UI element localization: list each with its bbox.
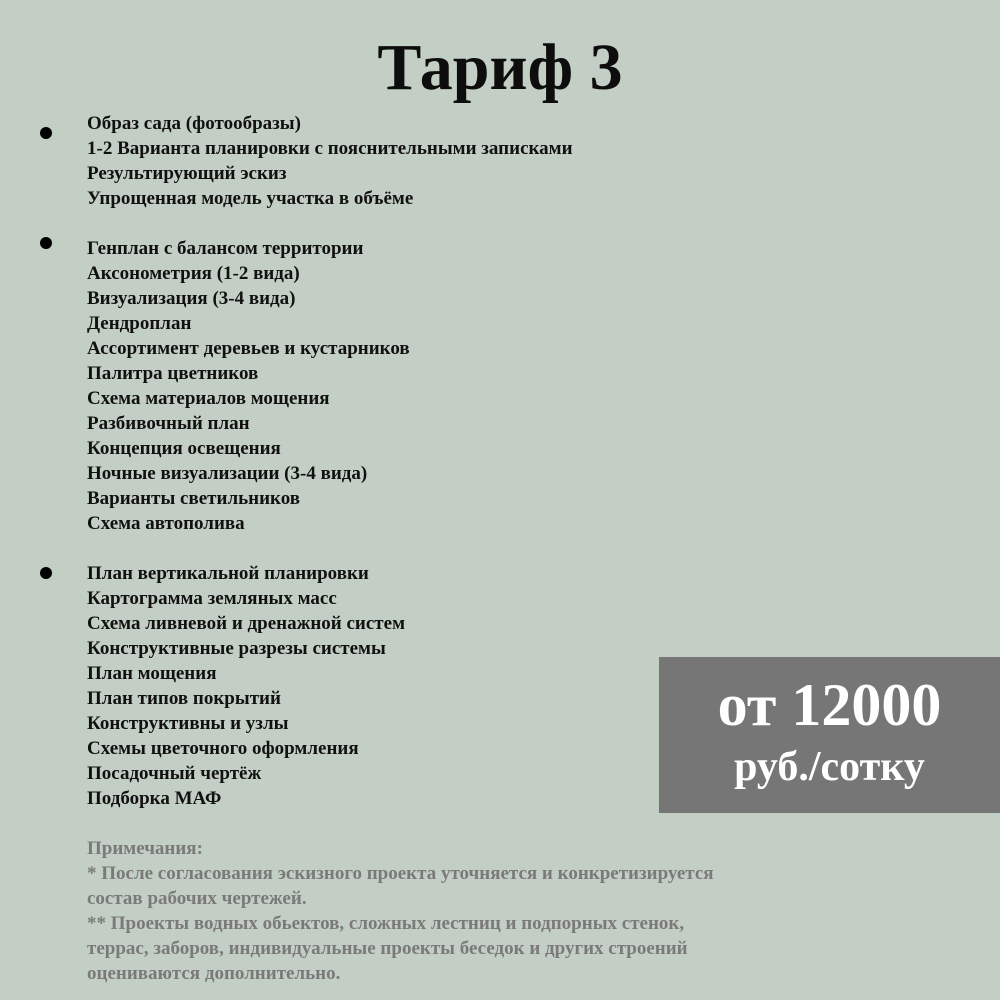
- notes-line: ** Проекты водных обьектов, сложных лестниц и подпорных стенок,: [87, 913, 685, 934]
- list-item: Аксонометрия (1-2 вида): [87, 263, 300, 284]
- feature-list-2: [87, 236, 410, 536]
- notes-line: террас, заборов, индивидуальные проекты беседок и других строений: [87, 938, 688, 959]
- list-item: Дендроплан: [87, 313, 192, 334]
- list-item: План мощения: [87, 663, 217, 684]
- list-item: Посадочный чертёж: [87, 763, 262, 784]
- page-title: Тариф 3: [377, 31, 623, 104]
- list-item: Ассортимент деревьев и кустарников: [87, 338, 410, 359]
- list-item: Картограмма земляных масс: [87, 588, 337, 609]
- list-item: Конструктивные разрезы системы: [87, 638, 386, 659]
- list-item: Разбивочный план: [87, 413, 250, 434]
- bullet-icon: [40, 567, 52, 579]
- list-item: Варианты светильников: [87, 488, 301, 509]
- list-item: Палитра цветников: [87, 363, 259, 384]
- notes: [87, 836, 714, 986]
- list-item: Образ сада (фотообразы): [87, 113, 301, 134]
- feature-list-1: [87, 111, 573, 211]
- list-item: Подборка МАФ: [87, 788, 222, 809]
- price-box: [659, 657, 1000, 813]
- list-item: Результирующий эскиз: [87, 163, 287, 184]
- list-item: Генплан с балансом территории: [87, 238, 364, 259]
- notes-heading: Примечания:: [87, 838, 203, 859]
- list-item: Упрощенная модель участка в объёме: [87, 188, 414, 209]
- price-value: от 12000: [717, 672, 942, 738]
- bullet-icon: [40, 237, 52, 249]
- notes-line: оцениваются дополнительно.: [87, 963, 341, 984]
- list-item: План типов покрытий: [87, 688, 281, 709]
- list-item: Схема материалов мощения: [87, 388, 330, 409]
- list-item: Концепция освещения: [87, 438, 281, 459]
- notes-line: * После согласования эскизного проекта уточняется и конкретизируется: [87, 863, 714, 884]
- price-unit: руб./сотку: [734, 744, 925, 790]
- list-item: План вертикальной планировки: [87, 563, 369, 584]
- list-item: 1-2 Варианта планировки с пояснительными записками: [87, 138, 573, 159]
- list-item: Конструктивны и узлы: [87, 713, 289, 734]
- list-item: Схема автополива: [87, 513, 245, 534]
- bullet-icon: [40, 127, 52, 139]
- notes-line: состав рабочих чертежей.: [87, 888, 307, 909]
- feature-list-3: [87, 561, 405, 811]
- list-item: Схема ливневой и дренажной систем: [87, 613, 406, 634]
- list-item: Ночные визуализации (3-4 вида): [87, 463, 368, 484]
- list-item: Визуализация (3-4 вида): [87, 288, 296, 309]
- list-item: Схемы цветочного оформления: [87, 738, 359, 759]
